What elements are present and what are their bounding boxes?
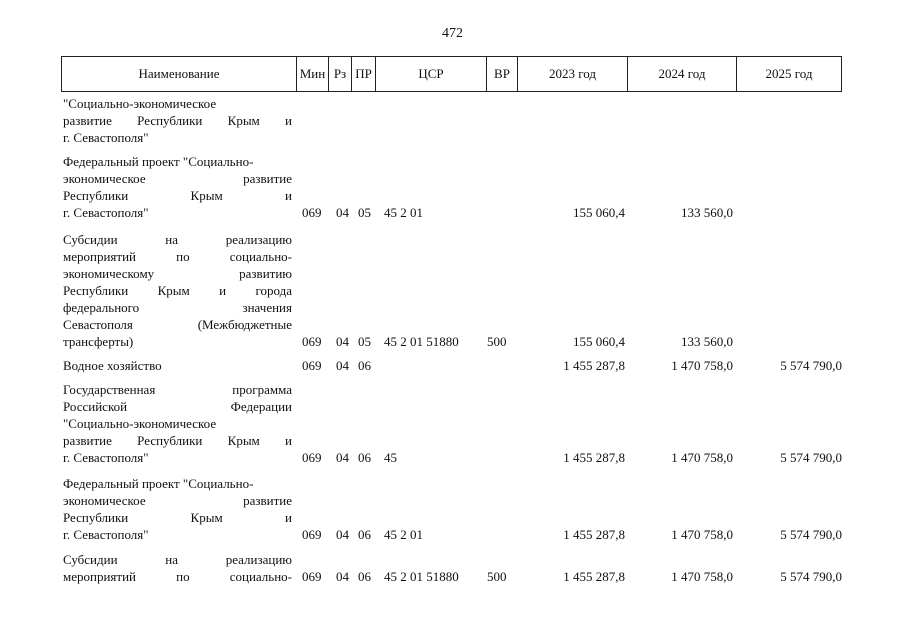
row-name-line: г. Севастополя" <box>63 527 149 542</box>
header-name: Наименование <box>138 66 220 81</box>
cell-rz: 04 <box>336 205 349 220</box>
row-name-line: Российской Федерации <box>63 399 292 414</box>
row-name-line: федерального значения <box>63 300 292 315</box>
cell-min: 069 <box>302 334 322 349</box>
cell-y2024: 133 560,0 <box>681 205 733 220</box>
cell-csr: 45 2 01 51880 <box>384 569 459 584</box>
cell-rz: 04 <box>336 569 349 584</box>
table-row <box>0 357 905 374</box>
cell-pr: 06 <box>358 450 371 465</box>
header-2025: 2025 год <box>736 57 841 91</box>
cell-pr: 06 <box>358 358 371 373</box>
row-name <box>63 95 292 146</box>
cell-pr: 06 <box>358 527 371 542</box>
page-number: 472 <box>442 26 463 41</box>
cell-y2025: 5 574 790,0 <box>780 569 842 584</box>
cell-pr: 06 <box>358 569 371 584</box>
row-name-line: Республики Крым и <box>63 188 292 203</box>
header-pr: ПР <box>351 57 375 91</box>
table-row <box>0 231 905 350</box>
cell-min: 069 <box>302 569 322 584</box>
cell-y2025: 5 574 790,0 <box>780 450 842 465</box>
cell-vr: 500 <box>487 334 507 349</box>
cell-rz: 04 <box>336 450 349 465</box>
row-name-line: экономическое развитие <box>63 171 292 186</box>
cell-y2024: 1 470 758,0 <box>671 569 733 584</box>
cell-csr: 45 2 01 <box>384 527 423 542</box>
row-name-line: г. Севастополя" <box>63 205 149 220</box>
row-name-line: развитие Республики Крым и <box>63 113 292 128</box>
table-row <box>0 381 905 466</box>
cell-y2025: 5 574 790,0 <box>780 527 842 542</box>
table-header <box>61 56 842 92</box>
row-name <box>63 357 292 374</box>
cell-y2023: 1 455 287,8 <box>563 358 625 373</box>
row-name-line: "Социально-экономическое <box>63 96 217 111</box>
row-name <box>63 551 292 585</box>
cell-min: 069 <box>302 450 322 465</box>
row-name-line: экономическому развитию <box>63 266 292 281</box>
table-row <box>0 95 905 146</box>
cell-y2023: 155 060,4 <box>573 205 625 220</box>
cell-rz: 04 <box>336 527 349 542</box>
cell-y2024: 1 470 758,0 <box>671 527 733 542</box>
header-min: Мин <box>296 57 328 91</box>
cell-y2024: 1 470 758,0 <box>671 358 733 373</box>
row-name-line: "Социально-экономическое <box>63 416 217 431</box>
header-vr: ВР <box>486 57 517 91</box>
cell-min: 069 <box>302 527 322 542</box>
cell-y2023: 1 455 287,8 <box>563 569 625 584</box>
row-name-line: Севастополя (Межбюджетные <box>63 317 292 332</box>
header-csr: ЦСР <box>375 57 486 91</box>
cell-min: 069 <box>302 358 322 373</box>
row-name-line: Республики Крым и <box>63 510 292 525</box>
row-name-line: Республики Крым и города <box>63 283 292 298</box>
table-row <box>0 475 905 543</box>
cell-pr: 05 <box>358 334 371 349</box>
cell-csr: 45 2 01 <box>384 205 423 220</box>
cell-y2023: 1 455 287,8 <box>563 527 625 542</box>
header-2024: 2024 год <box>627 57 736 91</box>
table-row <box>0 551 905 585</box>
cell-csr: 45 2 01 51880 <box>384 334 459 349</box>
row-name-line: мероприятий по социально- <box>63 569 292 584</box>
row-name-line: г. Севастополя" <box>63 450 149 465</box>
row-name-line: мероприятий по социально- <box>63 249 292 264</box>
row-name <box>63 475 292 543</box>
row-name-line: Субсидии на реализацию <box>63 552 292 567</box>
cell-y2023: 155 060,4 <box>573 334 625 349</box>
row-name-line: Водное хозяйство <box>63 358 162 373</box>
header-2023: 2023 год <box>517 57 627 91</box>
cell-pr: 05 <box>358 205 371 220</box>
row-name <box>63 231 292 350</box>
header-rz: Рз <box>328 57 351 91</box>
cell-min: 069 <box>302 205 322 220</box>
row-name-line: Государственная программа <box>63 382 292 397</box>
row-name-line: трансферты) <box>63 334 134 349</box>
table-row <box>0 153 905 221</box>
row-name-line: Субсидии на реализацию <box>63 232 292 247</box>
cell-csr: 45 <box>384 450 397 465</box>
cell-rz: 04 <box>336 334 349 349</box>
row-name-line: г. Севастополя" <box>63 130 149 145</box>
row-name <box>63 153 292 221</box>
cell-vr: 500 <box>487 569 507 584</box>
cell-rz: 04 <box>336 358 349 373</box>
row-name-line: Федеральный проект "Социально- <box>63 154 254 169</box>
cell-y2024: 133 560,0 <box>681 334 733 349</box>
row-name-line: экономическое развитие <box>63 493 292 508</box>
cell-y2023: 1 455 287,8 <box>563 450 625 465</box>
row-name-line: развитие Республики Крым и <box>63 433 292 448</box>
cell-y2024: 1 470 758,0 <box>671 450 733 465</box>
row-name <box>63 381 292 466</box>
cell-y2025: 5 574 790,0 <box>780 358 842 373</box>
row-name-line: Федеральный проект "Социально- <box>63 476 254 491</box>
